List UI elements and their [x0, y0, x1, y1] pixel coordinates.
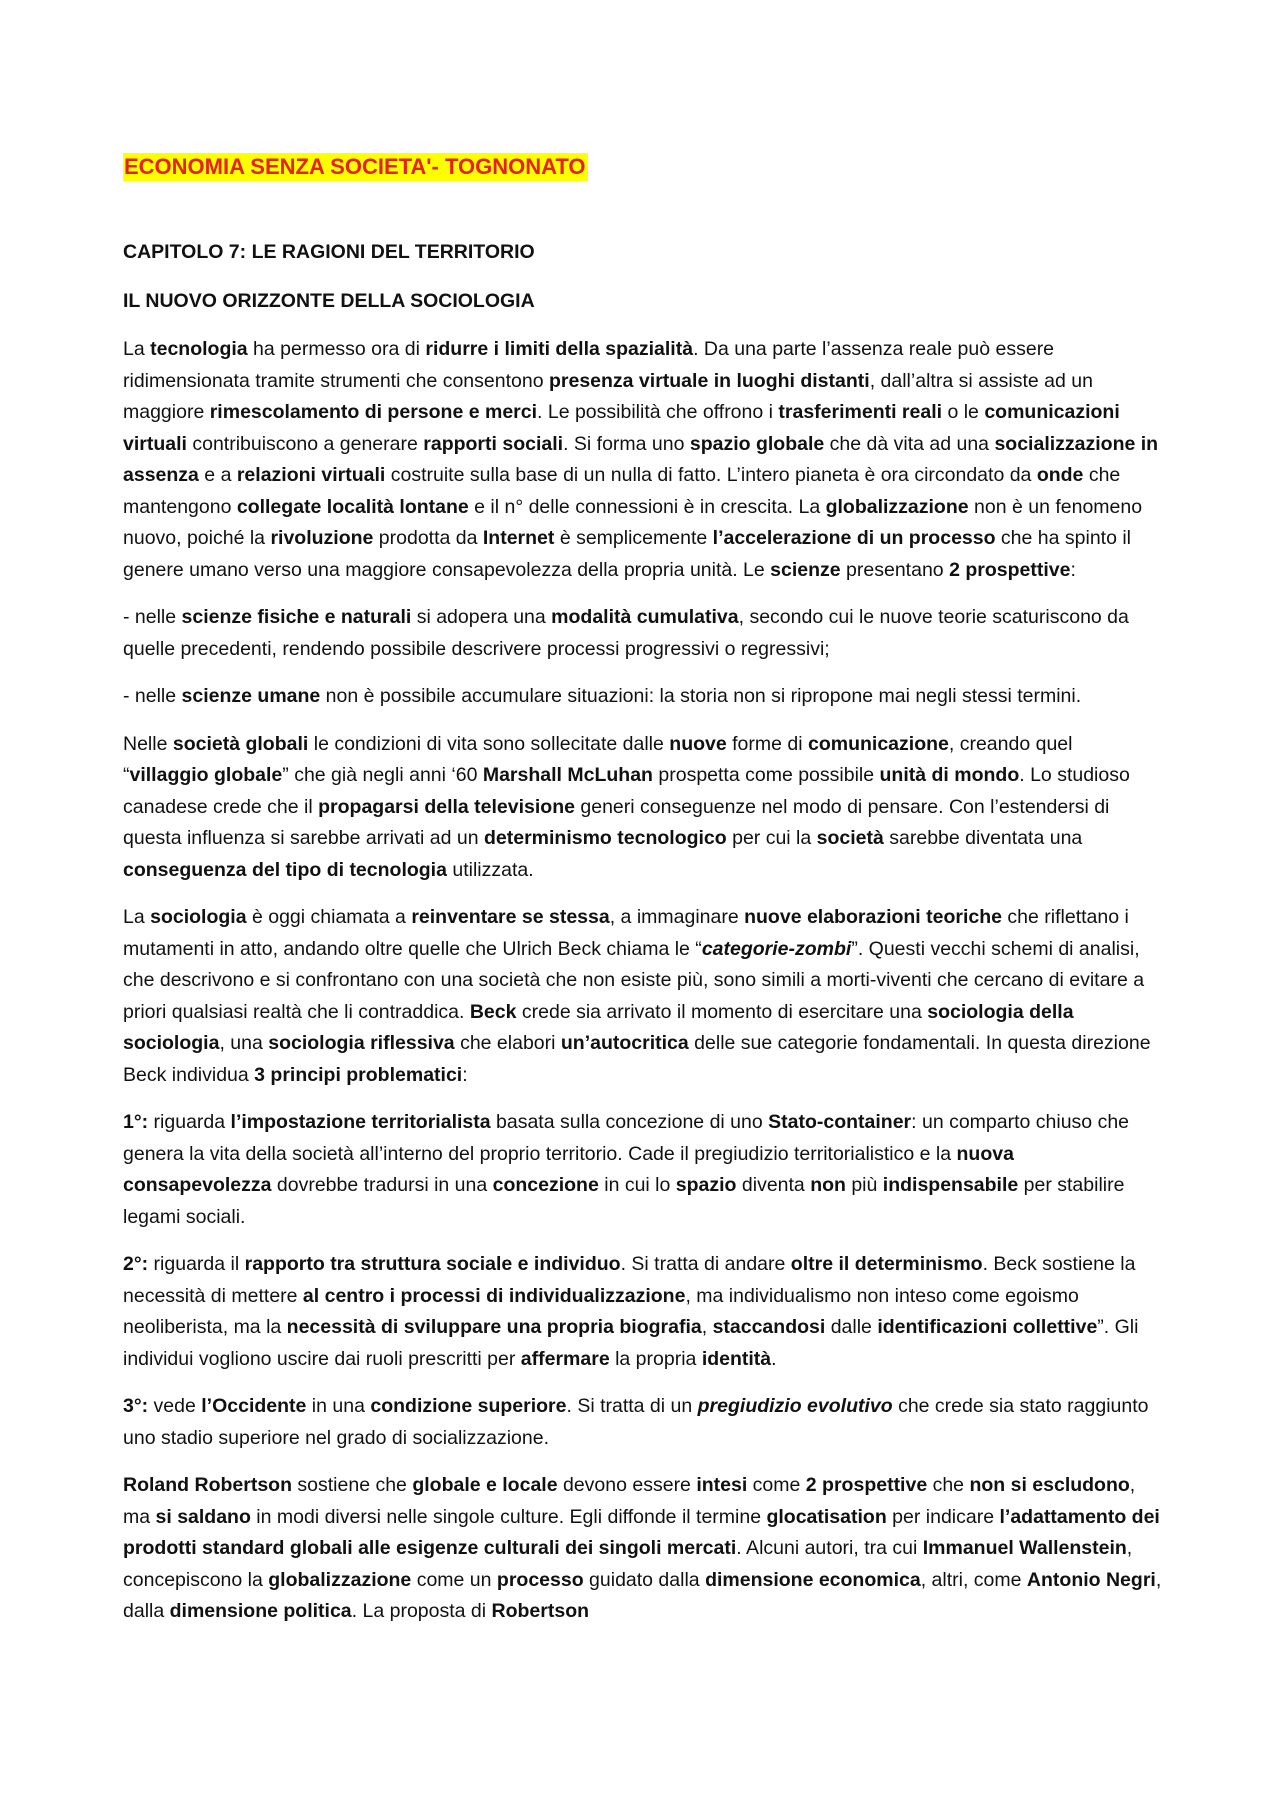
bold-text-run: sociologia [150, 906, 247, 928]
bold-text-run: Stato-container [768, 1111, 912, 1133]
bold-text-run: categorie-zombi [701, 937, 852, 960]
text-run: utilizzata. [446, 858, 534, 881]
bold-text-run: spazio globale [689, 432, 825, 455]
bold-text-run: scienze fisiche e naturali [181, 606, 412, 628]
text-run: dovrebbe tradursi in una [271, 1174, 493, 1196]
bold-text-run: non [810, 1174, 846, 1196]
bold-text-run: l’adattamento dei prodotti standard globali alle esigenze culturali dei singoli mercati [123, 1505, 1160, 1559]
bold-text-run: 1°: [123, 1111, 149, 1133]
text-run: si adopera una [411, 606, 552, 628]
text-run: . La proposta di [351, 1600, 492, 1622]
bold-text-run: rapporti sociali [423, 432, 564, 455]
bold-text-run: Roland Robertson [123, 1474, 292, 1496]
bold-text-run: presenza virtuale in luoghi distanti [548, 369, 870, 392]
text-run: , ma individualismo non inteso come egoismo neoliberista, ma la [123, 1284, 1079, 1338]
text-run: che riflettano i mutamenti in atto, andando oltre quelle che Ulrich Beck chiama le “ [123, 906, 1129, 960]
text-run: generi conseguenze nel modo di pensare. Con l’estendersi di questa influenza si sarebbe arrivati ad un [123, 795, 1110, 849]
text-run: che dà vita ad una [824, 432, 995, 455]
text-run: La [123, 338, 151, 360]
bold-text-run: globale e locale [412, 1474, 558, 1496]
bold-text-run: rapporto tra struttura sociale e individuo [244, 1253, 621, 1275]
body-paragraph [123, 1107, 1163, 1233]
bold-text-run: dimensione economica [705, 1568, 921, 1591]
text-run: ha permesso ora di [247, 338, 426, 360]
text-run: . Si tratta di un [566, 1395, 698, 1417]
text-run: le condizioni di vita sono sollecitate dalle [308, 732, 670, 755]
text-run: come un [411, 1568, 497, 1591]
bold-text-run: nuova consapevolezza [123, 1142, 1014, 1196]
text-run: crede sia arrivato il momento di esercitare una [516, 1000, 928, 1023]
bold-text-run: comunicazioni virtuali [123, 401, 1120, 455]
bold-text-run: Robertson [491, 1600, 590, 1622]
text-run: ”. Questi vecchi schemi di analisi, che descrivono e si confrontano con una società che non esiste più, sono simili a morti-viventi che cercano di evitare a priori qualsiasi realtà che li contraddica. [123, 937, 1145, 1023]
section-heading: IL NUOVO ORIZZONTE DELLA SOCIOLOGIA [123, 290, 535, 312]
text-run: e a [198, 464, 237, 486]
bold-text-run: 3 principi problematici [254, 1063, 463, 1086]
bold-text-run: Beck [469, 1000, 517, 1023]
text-run: delle sue categorie fondamentali. In questa direzione Beck individua [123, 1032, 1151, 1086]
bold-text-run: identità [701, 1347, 772, 1370]
bold-text-run: spazio [675, 1174, 737, 1196]
text-run: non è un fenomeno nuovo, poiché la [123, 495, 1143, 549]
text-run: diventa [736, 1174, 811, 1196]
body-paragraph [123, 1470, 1163, 1628]
text-run: vede [148, 1395, 202, 1417]
text-run: . Si forma uno [563, 432, 690, 455]
bold-text-run: socializzazione in assenza [123, 432, 1159, 486]
document-body [123, 334, 1163, 1644]
bold-text-run: sociologia riflessiva [268, 1032, 455, 1054]
text-run: la propria [609, 1347, 702, 1370]
text-run: per indicare [886, 1505, 1000, 1528]
chapter-heading: CAPITOLO 7: LE RAGIONI DEL TERRITORIO [123, 241, 535, 263]
text-run: che ha spinto il genere umano verso una maggiore consapevolezza della propria unità. Le [123, 527, 1132, 581]
bold-text-run: necessità di sviluppare una propria biografia [286, 1316, 702, 1338]
text-run: prodotta da [373, 527, 483, 549]
text-run: come [747, 1474, 806, 1496]
text-run: per stabilire legami sociali. [123, 1174, 1125, 1228]
text-run: che crede sia stato raggiunto uno stadio superiore nel grado di socializzazione. [123, 1395, 1149, 1449]
bold-text-run: unità di mondo [879, 764, 1020, 786]
text-run: : un comparto chiuso che genera la vita della società all’interno del proprio territorio. Cade il pregiudizio territorialistico e la [123, 1111, 1130, 1165]
bold-text-run: staccandosi [712, 1316, 826, 1338]
text-run: basata sulla concezione di uno [490, 1111, 769, 1133]
text-run: : [1070, 558, 1076, 581]
text-run: : [462, 1063, 468, 1086]
bold-text-run: Immanuel Wallenstein [922, 1537, 1127, 1559]
bold-text-run: tecnologia [150, 338, 248, 360]
bold-text-run: Marshall McLuhan [482, 764, 653, 786]
text-run: , [701, 1316, 713, 1338]
text-run: ”. Gli individui vogliono uscire dai ruoli prescritti per [123, 1316, 1139, 1370]
bold-text-run: ridurre i limiti della spazialità [425, 338, 694, 360]
text-run: riguarda [148, 1111, 231, 1133]
text-run: La [123, 906, 151, 928]
text-run: o le [942, 401, 985, 423]
body-paragraph [123, 729, 1163, 887]
bold-text-run: un’autocritica [560, 1032, 689, 1054]
text-run: contribuiscono a generare [186, 432, 424, 455]
bold-text-run: società globali [172, 732, 309, 755]
bold-text-run: intesi [696, 1474, 748, 1496]
body-paragraph [123, 902, 1163, 1091]
body-paragraph [123, 334, 1163, 586]
bold-text-run: 3°: [123, 1395, 149, 1417]
text-run: . Alcuni autori, tra cui [736, 1537, 923, 1559]
bold-text-run: non si escludono [969, 1474, 1130, 1496]
bold-text-run: nuove elaborazioni teoriche [744, 906, 1002, 928]
bold-text-run: indispensabile [882, 1174, 1019, 1196]
text-run: , dall’altra si assiste ad un maggiore [123, 369, 1093, 423]
text-run: che elabori [454, 1032, 561, 1054]
bold-text-run: trasferimenti reali [778, 401, 943, 423]
text-run: . Da una parte l’assenza reale può essere ridimensionata tramite strumenti che consentono [123, 338, 1055, 392]
bold-text-run: scienze [770, 558, 841, 581]
bold-text-run: l’accelerazione di un processo [712, 527, 996, 549]
text-run: non è possibile accumulare situazioni: la storia non si ripropone mai negli stessi termini. [320, 685, 1082, 707]
text-run: , ma [123, 1474, 1136, 1528]
text-run: prospetta come possibile [652, 764, 880, 786]
bold-text-run: propagarsi della televisione [318, 795, 575, 818]
text-run: dalle [825, 1316, 878, 1338]
text-run: più [845, 1174, 883, 1196]
bold-text-run: reinventare se stessa [411, 906, 610, 928]
body-paragraph [123, 1249, 1163, 1375]
bold-text-run: glocatisation [766, 1505, 887, 1528]
bold-text-run: collegate località lontane [236, 495, 469, 518]
text-run: presentano [840, 558, 950, 581]
text-run: in cui lo [598, 1174, 676, 1196]
text-run: sarebbe diventata una [883, 827, 1083, 849]
bold-text-run: globalizzazione [268, 1568, 412, 1591]
text-run: è semplicemente [554, 527, 713, 549]
bold-text-run: modalità cumulativa [551, 606, 739, 628]
text-run: . Lo studioso canadese crede che il [123, 764, 1130, 818]
bold-text-run: nuove [669, 732, 727, 755]
document-title [123, 152, 588, 182]
bold-text-run: affermare [520, 1347, 610, 1370]
bold-text-run: rimescolamento di persone e merci [209, 401, 538, 423]
text-run: . Le possibilità che offrono i [537, 401, 779, 423]
bold-text-run: globalizzazione [825, 495, 969, 518]
text-run: guidato dalla [583, 1568, 706, 1591]
text-run: , altri, come [920, 1568, 1027, 1591]
bold-text-run: determinismo tecnologico [483, 827, 727, 849]
bold-text-run: 2 prospettive [805, 1474, 928, 1496]
bold-text-run: al centro i processi di individualizzazione [302, 1284, 686, 1307]
bold-text-run: concezione [492, 1174, 599, 1196]
bold-text-run: sociologia della sociologia [123, 1000, 1074, 1054]
bold-text-run: onde [1036, 464, 1084, 486]
bold-text-run: condizione superiore [370, 1395, 567, 1417]
text-run: in modi diversi nelle singole culture. Egli diffonde il termine [250, 1505, 767, 1528]
bold-text-run: dimensione politica [169, 1600, 352, 1622]
bold-text-run: oltre il determinismo [790, 1253, 983, 1275]
bold-text-run: scienze umane [181, 685, 321, 707]
text-run: . Beck sostiene la necessità di mettere [123, 1253, 1136, 1307]
document-title-text: ECONOMIA SENZA SOCIETA'- TOGNONATO [124, 154, 586, 179]
bold-text-run: rivoluzione [270, 527, 374, 549]
text-run: devono essere [557, 1474, 697, 1496]
bold-text-run: 2 prospettive [949, 558, 1071, 581]
text-run: in una [306, 1395, 371, 1417]
text-run: - nelle [123, 685, 182, 707]
bold-text-run: conseguenza del tipo di tecnologia [123, 858, 447, 881]
text-run: - nelle [123, 606, 182, 628]
bold-text-run: comunicazione [808, 732, 949, 755]
bold-text-run: 2°: [123, 1253, 149, 1275]
bold-text-run: l’Occidente [201, 1395, 307, 1417]
text-run: , secondo cui le nuove teorie scaturiscono da quelle precedenti, rendendo possibile descrivere processi progressivi o regressivi; [123, 606, 1129, 660]
bold-text-run: identificazioni collettive [877, 1316, 1098, 1338]
bold-text-run: Antonio Negri [1026, 1568, 1156, 1591]
body-paragraph [123, 1391, 1163, 1454]
text-run: , una [219, 1032, 269, 1054]
text-run: . [771, 1347, 777, 1370]
text-run: per cui la [726, 827, 817, 849]
text-run: costruite sulla base di un nulla di fatto. L’intero pianeta è ora circondato da [385, 464, 1037, 486]
bold-text-run: società [816, 827, 884, 849]
bold-text-run: processo [496, 1568, 584, 1591]
text-run: , a immaginare [609, 906, 745, 928]
text-run: Nelle [123, 732, 173, 755]
text-run: , concepiscono la [123, 1537, 1133, 1591]
text-run: riguarda il [148, 1253, 245, 1275]
text-run: , creando quel “ [123, 732, 1073, 786]
bold-text-run: Internet [482, 527, 555, 549]
text-run: ” che già negli anni ‘60 [282, 764, 483, 786]
text-run: che [927, 1474, 970, 1496]
text-run: che mantengono [123, 464, 1121, 518]
bold-text-run: si saldano [155, 1505, 251, 1528]
text-run: è oggi chiamata a [246, 906, 412, 928]
bold-text-run: villaggio globale [129, 764, 283, 786]
text-run: . Si tratta di andare [620, 1253, 791, 1275]
bold-text-run: pregiudizio evolutivo [697, 1395, 893, 1417]
body-paragraph [123, 602, 1163, 665]
bold-text-run: relazioni virtuali [236, 464, 386, 486]
bold-text-run: l’impostazione territorialista [230, 1111, 491, 1133]
body-paragraph [123, 681, 1163, 713]
text-run: forme di [726, 732, 808, 755]
text-run: e il n° delle connessioni è in crescita. La [468, 495, 826, 518]
text-run: , dalla [123, 1568, 1162, 1622]
text-run: sostiene che [292, 1474, 413, 1496]
